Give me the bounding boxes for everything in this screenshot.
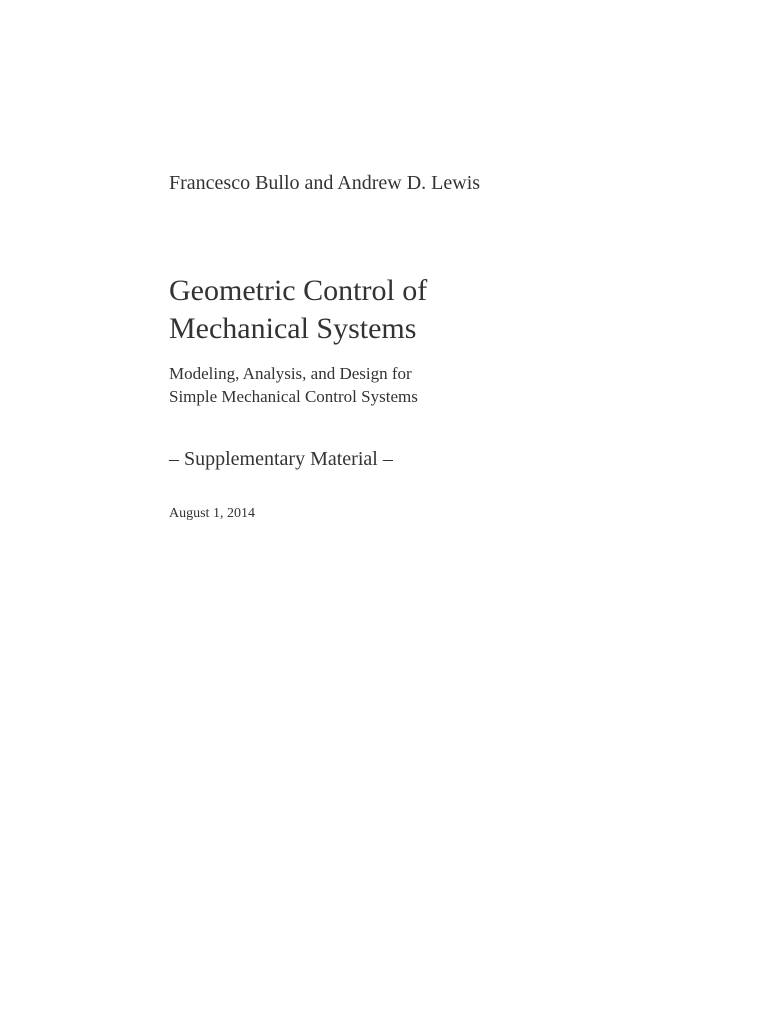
book-title (169, 272, 427, 348)
authors: Francesco Bullo and Andrew D. Lewis (169, 172, 481, 194)
supplementary-material-label: – Supplementary Material – (169, 448, 393, 470)
publication-date: August 1, 2014 (169, 506, 255, 521)
book-subtitle (169, 362, 418, 408)
book-subtitle-line-1: Modeling, Analysis, and Design for (169, 364, 412, 383)
book-title-line-1: Geometric Control of (169, 274, 428, 307)
book-subtitle-line-2: Simple Mechanical Control Systems (169, 387, 418, 406)
book-title-line-2: Mechanical Systems (169, 312, 417, 345)
